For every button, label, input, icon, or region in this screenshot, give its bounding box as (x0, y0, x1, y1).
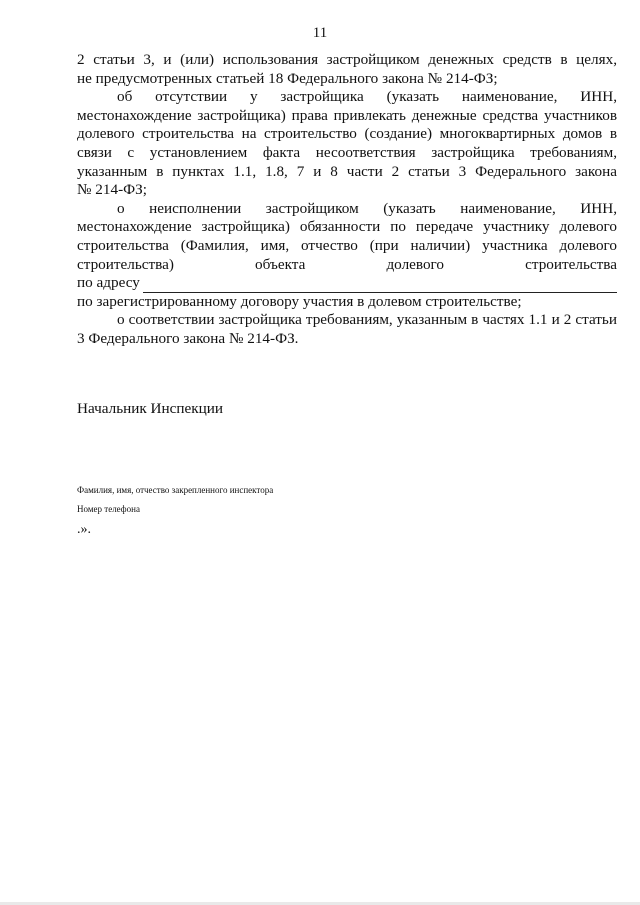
closing-quote-mark: .». (77, 522, 91, 537)
paragraph-2: об отсутствии у застройщика (указать наименование, ИНН, местонахождение застройщика) права привлекать денежные средства участников долевого строительства на строительство (создание) многоквартирных домов в связи с установлением факта несоответствия застройщика требованиям, указанным в пунктах 1.1, 1.8, 7 и 8 части 2 статьи 3 Федерального закона (77, 88, 617, 180)
paragraph-1-line-1: 2 статьи 3, и (или) использования застройщиком денежных средств в целях, (77, 51, 617, 68)
paragraph-4-end: 3 Федерального закона № 214-ФЗ. (77, 329, 299, 347)
paragraph-3: о неисполнении застройщиком (указать наименование, ИНН, местонахождение застройщика) обязанности по передаче участнику долевого строительства (Фамилия, имя, отчество (при наличии) участника долевого строительства) объекта долевого строительства (77, 199, 617, 273)
inspector-name-label: Фамилия, имя, отчество закрепленного инспектора (77, 485, 274, 495)
address-blank-line (143, 278, 617, 293)
paragraph-2-end: № 214-ФЗ; (77, 181, 147, 199)
address-label: по адресу (77, 274, 140, 292)
page-number: 11 (312, 25, 328, 41)
signature-title: Начальник Инспекции (77, 400, 224, 417)
paragraph-1-line-2: не предусмотренных статьей 18 Федерального закона № 214-ФЗ; (77, 69, 498, 87)
address-line (77, 274, 617, 293)
document-body (77, 51, 617, 349)
phone-number-label: Номер телефона (77, 504, 140, 514)
paragraph-3-end: по зарегистрированному договору участия в долевом строительстве; (77, 292, 522, 310)
paragraph-4: о соответствии застройщика требованиям, указанным в частях 1.1 и 2 статьи (117, 311, 617, 329)
